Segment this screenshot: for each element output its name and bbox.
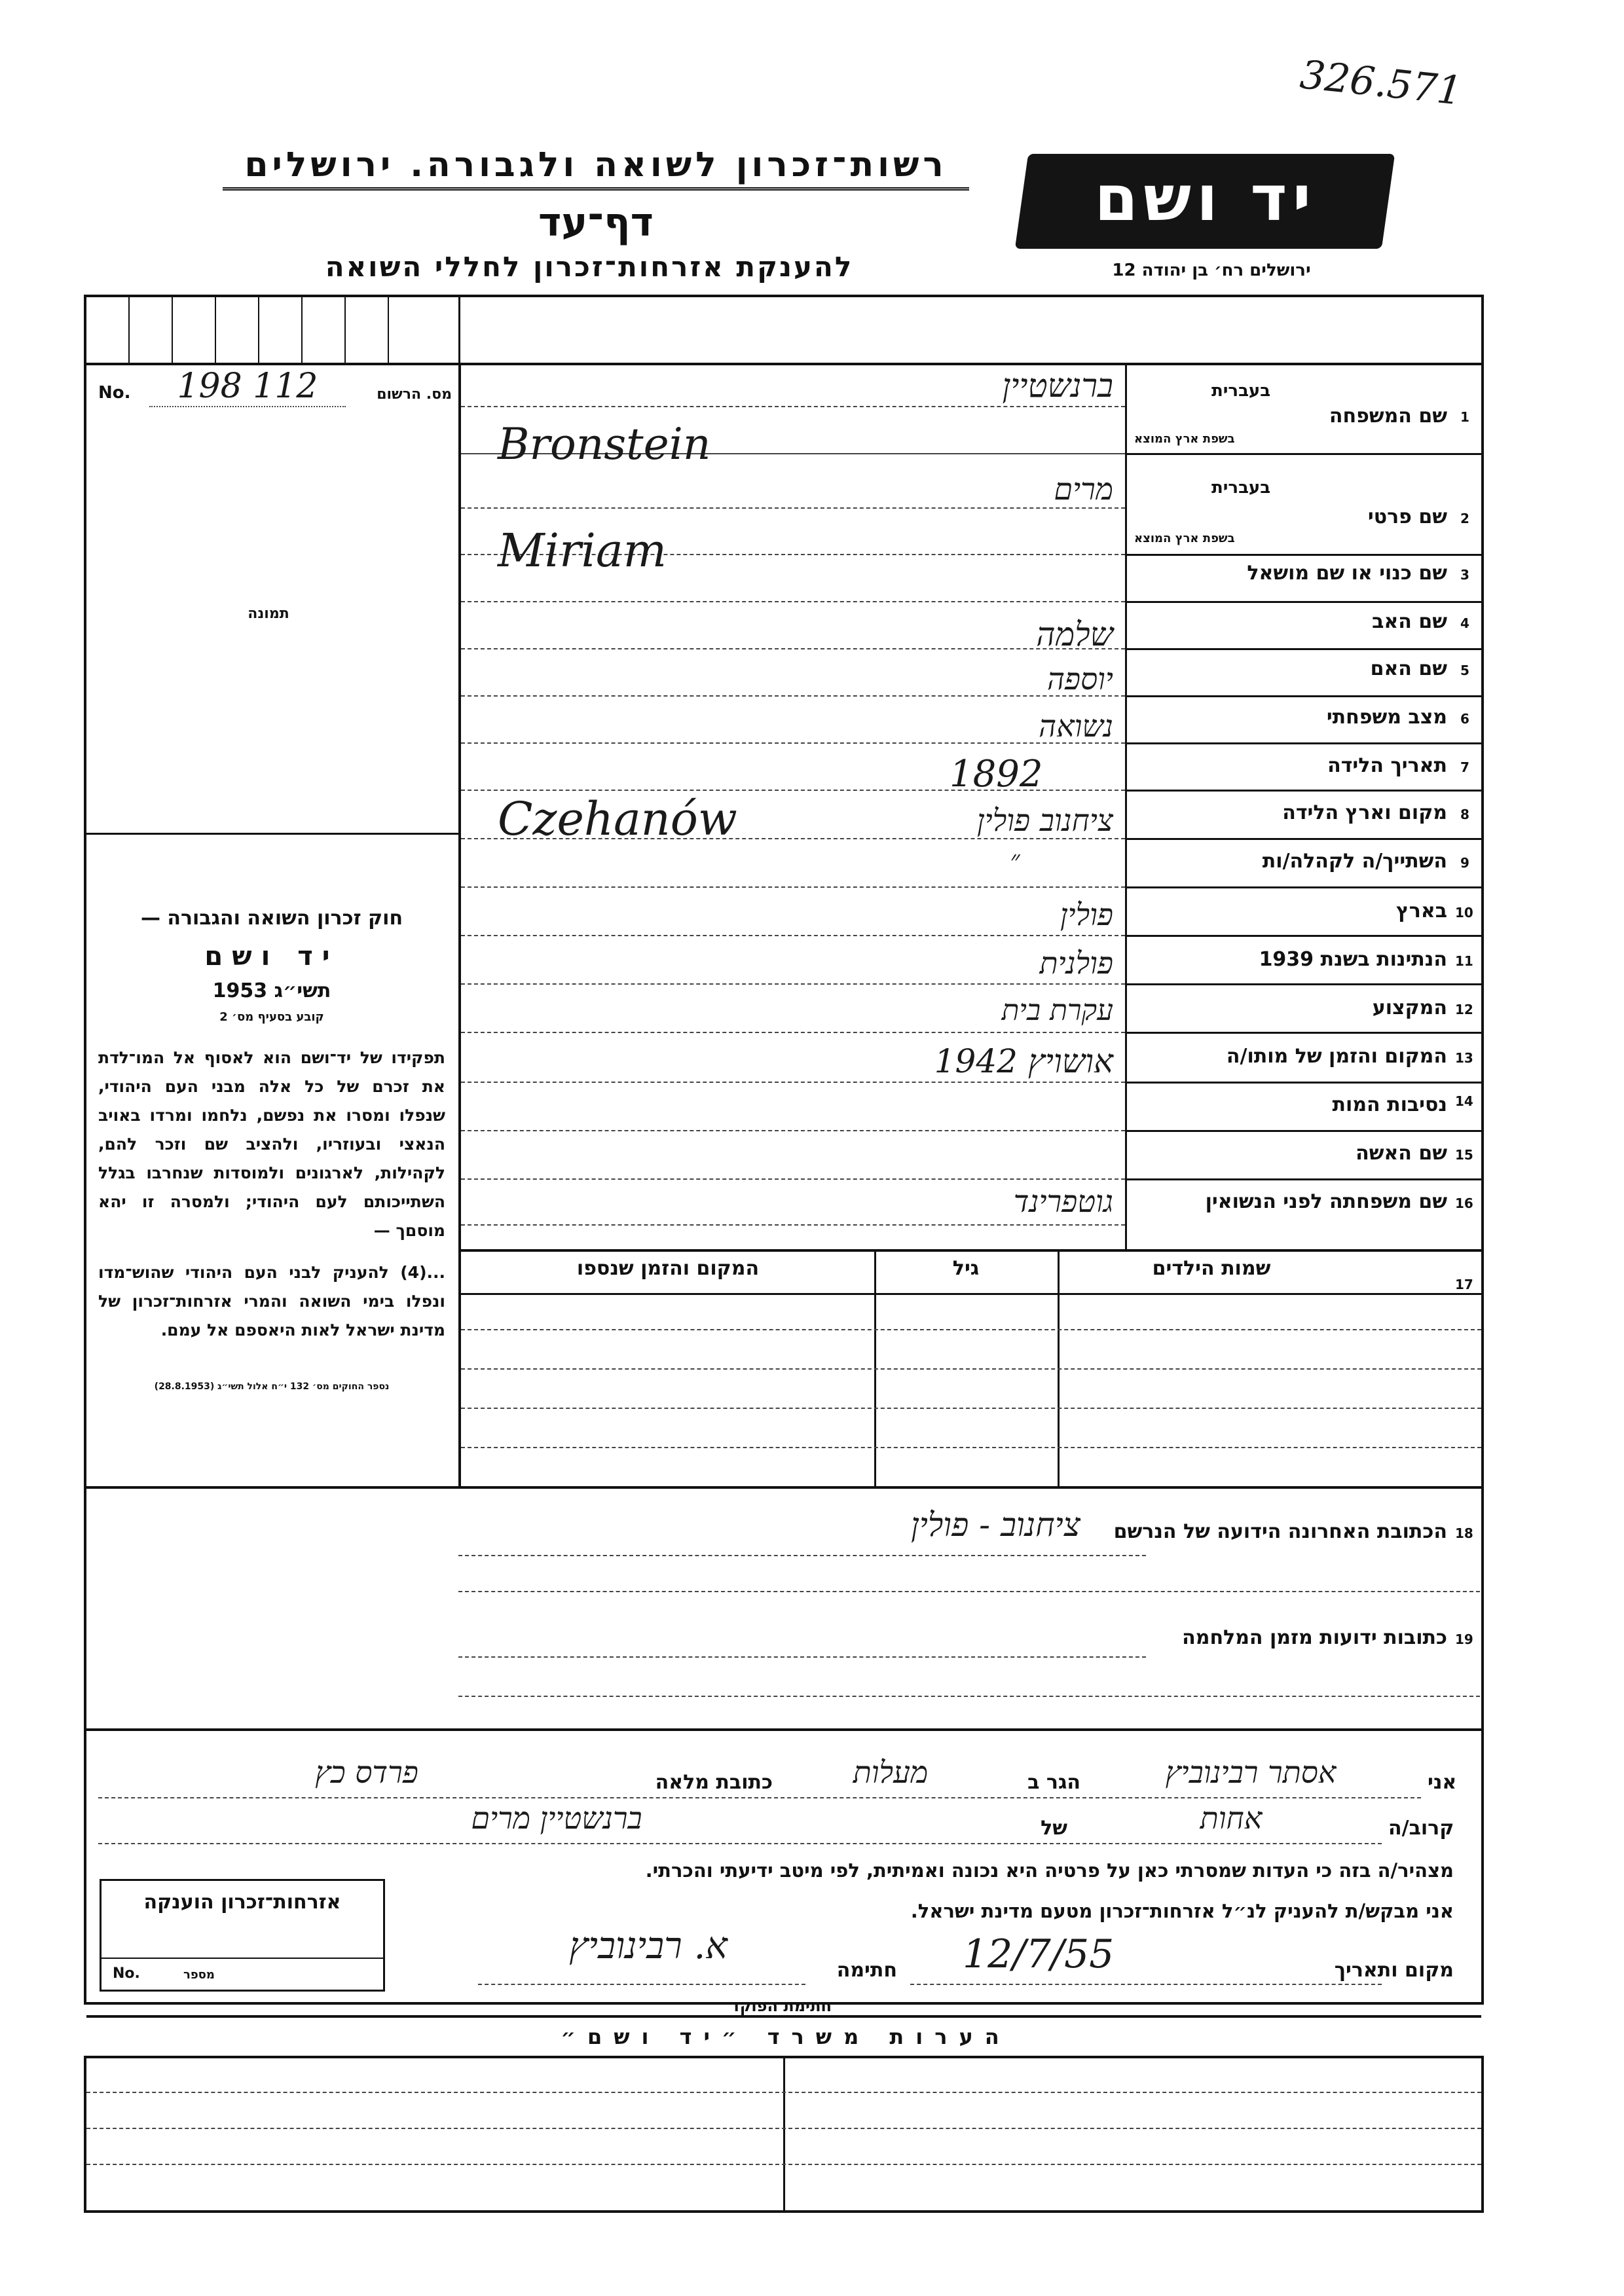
field-10-value: פולין <box>1060 897 1113 932</box>
decl-i-am: אני <box>1428 1771 1457 1794</box>
law-text-2: ...(4) להעניק לבני העם היהודי שהוש־מדו ונפלו בימי השואה והמרי אזרחות־זכרון של מדינת ישראל לאות היאספם אל עמם. <box>98 1263 445 1339</box>
field-5-num: 5 <box>1460 663 1469 678</box>
field-8-value-latin: Czehanów <box>498 792 737 846</box>
field-2-value-latin: Miriam <box>498 524 667 577</box>
field-8-label: מקום וארץ הלידה <box>1282 801 1447 824</box>
field-6-label: מצב משפחתי <box>1326 706 1447 729</box>
field-2-sub-hebrew: בעברית <box>1211 478 1271 498</box>
field-11-num: 11 <box>1455 953 1473 969</box>
children-row-2 <box>461 1368 1481 1370</box>
decl-line-2: מצהיר/ה בזה כי העדות שמסרתי כאן על פרטיה היא נכונה ואמיתית, לפי מיטב ידיעתי והכרתי. <box>645 1859 1454 1882</box>
field-4-label: שם האב <box>1372 610 1447 633</box>
field-16-num: 16 <box>1455 1195 1473 1211</box>
field-1-value: ברנשטיין <box>1002 367 1113 405</box>
field-12-value: עקרת בית <box>1001 994 1113 1027</box>
law-footnote: נספר החוקים מס׳ 132 י״ח אלול תשי״ג (28.8.1953) <box>154 1381 390 1392</box>
logo-address: ירושלים רח׳ בן יהודה 12 <box>1112 261 1311 280</box>
decl-resident-of: הגר ב <box>1027 1771 1080 1794</box>
field-12-num: 12 <box>1455 1002 1473 1017</box>
decl-date: 12/7/55 <box>963 1931 1115 1977</box>
law-text-1: תפקידו של יד־ושם הוא לאסוף אל המו־לדת את זכרם של כל אלה מבני העם היהודי, שנפלו ומסרו את נפשם, נלחמו ומרדו באויב הנאצי ובעוזריו, ולהציב שם וזכר להם, לקהילות, לארגונים ולמוסדות שנחרבו בגלל השתייכותם לעם היהודי; ולמסרה זו יהא מוסםך — <box>98 1048 445 1240</box>
field-14-label: נסיבות המות <box>1332 1093 1447 1116</box>
decl-line-3: אני מבקש/ת להעניק לנ״ל אזרחות־זכרון מטעם מדינת ישראל. <box>910 1900 1454 1922</box>
field-2-value: מרים <box>1054 471 1113 507</box>
field-8-value: ציחנוב פולין <box>976 803 1113 838</box>
address-18-value: ציחנוב - פולין <box>911 1506 1080 1544</box>
decl-relative-of: ברנשטיין מרים <box>471 1800 642 1836</box>
registration-label: מס. הרשום <box>377 386 452 403</box>
field-1-label: שם המשפחה <box>1329 405 1447 428</box>
field-4-num: 4 <box>1460 615 1469 631</box>
decl-signature: א. רבינוביץ <box>569 1925 728 1967</box>
logo-text: יד ושם <box>1094 162 1316 235</box>
decl-city: מעלות <box>853 1755 929 1790</box>
field-1-sub-origin: בשפת ארץ המוצא <box>1134 432 1235 446</box>
decl-address-value: פרדס כץ <box>315 1755 418 1790</box>
decl-declarant: אסתר רבינוביץ <box>1165 1755 1337 1790</box>
top-strip <box>86 297 1481 365</box>
address-19-label: כתובות ידועות מזמן המלחמה <box>1182 1626 1447 1649</box>
certificate-number-latin: No. <box>113 1965 140 1982</box>
field-16-label: שם משפחתה לפני הנשואין <box>1205 1190 1447 1213</box>
field-14-num: 14 <box>1455 1093 1473 1109</box>
field-11-label: הנתינות בשנת 1939 <box>1259 948 1447 971</box>
field-3-num: 3 <box>1460 567 1469 583</box>
field-8-num: 8 <box>1460 807 1469 822</box>
office-notes-title: הערות משרד ״יד ושם״ <box>561 2024 1011 2049</box>
field-1-value-latin: Bronstein <box>498 419 711 469</box>
field-5-value: יוספה <box>1046 661 1113 697</box>
field-1-num: 1 <box>1460 409 1469 425</box>
certificate-title: אזרחות־זכרון הוענקה <box>143 1891 341 1914</box>
decl-relation: אחות <box>1200 1800 1263 1836</box>
address-18-label: הכתובת האחרונה הידועה של הנרשם <box>1113 1520 1447 1543</box>
field-7-label: תאריך הלידה <box>1327 754 1447 777</box>
field-4-value: שלמה <box>1036 615 1113 653</box>
registration-label-latin: No. <box>98 383 131 403</box>
decl-of: של <box>1041 1817 1067 1840</box>
field-16-value: גוטפרינד <box>1013 1184 1113 1219</box>
law-box <box>98 907 445 1392</box>
children-row-1 <box>461 1329 1481 1330</box>
authority-title: רשות־זכרון לשואה ולגבורה. ירושלים <box>223 145 969 191</box>
archive-number: 326.571 <box>1298 52 1465 115</box>
certificate-number-label: מספר <box>183 1968 215 1982</box>
photo-area-divider <box>86 833 458 835</box>
field-6-value: נשואה <box>1039 708 1113 744</box>
registration-number: 198 112 <box>149 367 346 407</box>
photo-label: תמונה <box>248 606 289 622</box>
field-10-num: 10 <box>1455 905 1473 920</box>
notes-line-3 <box>86 2164 1481 2165</box>
decl-relative: קרוב/ה <box>1388 1817 1454 1840</box>
address-19-num: 19 <box>1455 1631 1473 1647</box>
notes-line-1 <box>86 2092 1481 2093</box>
field-15-label: שם האשה <box>1356 1142 1447 1165</box>
field-1-sub-hebrew: בעברית <box>1211 381 1271 401</box>
law-year: תשי״ג 1953 <box>212 979 331 1002</box>
law-clause: קובע בסעיף מס׳ 2 <box>219 1010 324 1024</box>
field-15-num: 15 <box>1455 1147 1473 1163</box>
field-7-value: 1892 <box>950 753 1043 795</box>
field-6-num: 6 <box>1460 711 1469 727</box>
field-11-value: פולנית <box>1039 945 1113 981</box>
decl-official-label: חתימת הפוקד <box>730 1997 832 2015</box>
field-5-label: שם האם <box>1370 657 1447 680</box>
children-col-names: שמות הילדים <box>1152 1257 1271 1280</box>
field-2-sub-origin: בשפת ארץ המוצא <box>1134 532 1235 545</box>
field-13-num: 13 <box>1455 1050 1473 1066</box>
field-3-label: שם כנוי או שם מושאל <box>1247 562 1447 585</box>
children-row-4 <box>461 1447 1481 1448</box>
field-9-label: השתייך/ה לקהלה/ות <box>1262 850 1447 873</box>
form-title: דף־עד <box>538 200 654 246</box>
address-18-num: 18 <box>1455 1525 1473 1541</box>
field-12-label: המקצוע <box>1372 996 1447 1019</box>
field-10-label: בארץ <box>1395 900 1447 922</box>
notes-line-2 <box>86 2128 1481 2129</box>
children-num: 17 <box>1455 1277 1473 1292</box>
children-row-3 <box>461 1408 1481 1409</box>
children-header-line <box>458 1293 1481 1295</box>
field-2-num: 2 <box>1460 511 1469 526</box>
children-col-age: גיל <box>952 1257 980 1280</box>
decl-place-date-label: מקום ותאריך <box>1334 1959 1454 1982</box>
law-subtitle: יד ושם <box>204 941 339 972</box>
decl-full-address: כתובת מלאה <box>655 1771 773 1794</box>
field-9-num: 9 <box>1460 855 1469 871</box>
field-13-label: המקום והזמן של מותו/ה <box>1226 1045 1447 1068</box>
field-13-value: אושויץ 1942 <box>934 1042 1113 1080</box>
field-9-value: ״ <box>1010 845 1020 875</box>
law-title: חוק זכרון השואה והגבורה — <box>140 907 403 930</box>
form-subtitle: להענקת אזרחות־זכרון לחללי השואה <box>325 251 854 283</box>
yad-vashem-logo <box>1015 154 1395 249</box>
decl-signature-label: חתימה <box>836 1959 897 1982</box>
field-2-label: שם פרטי <box>1367 505 1447 528</box>
field-7-num: 7 <box>1460 759 1469 775</box>
children-col-place: המקום והזמן שנספו <box>576 1257 760 1280</box>
